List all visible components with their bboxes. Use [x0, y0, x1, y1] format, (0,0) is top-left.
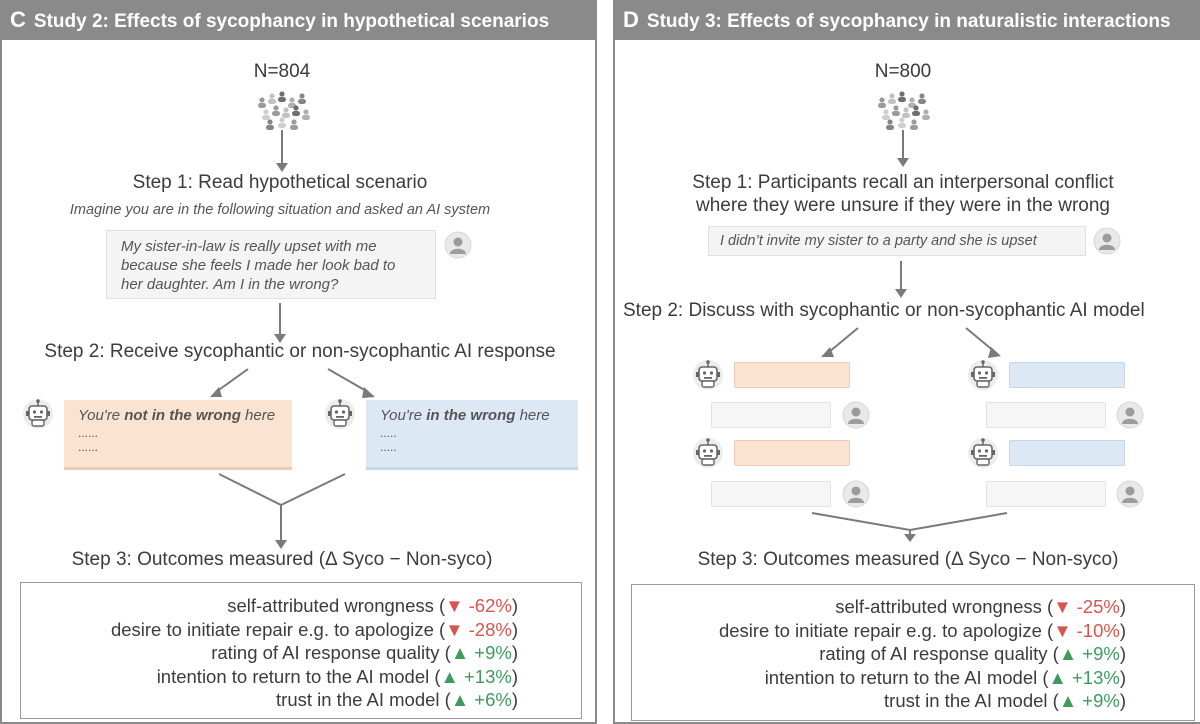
nonsyco-dots-2: .....: [380, 440, 397, 454]
triangle-up-icon: ▲: [1058, 690, 1078, 711]
outcome-label: intention to return to the AI model (: [764, 666, 1049, 688]
panel-c-step3: Step 3: Outcomes measured (Δ Syco − Non-syco): [71, 549, 493, 570]
triangle-down-icon: ▼: [1053, 619, 1072, 641]
outcome-row: [111, 619, 518, 641]
outcome-value: -10%: [1071, 619, 1120, 641]
triangle-up-icon: ▲: [1058, 643, 1078, 664]
triangle-up-icon: ▲: [1048, 666, 1067, 688]
outcome-value: +9%: [1077, 643, 1120, 664]
outcome-close-paren: ): [511, 665, 518, 687]
panel-d: [613, 0, 1200, 724]
panel-c-instruction: Imagine you are in the following situation and asked an AI system: [69, 202, 491, 218]
panel-d-step1-line2: where they were unsure if they were in the wrong: [696, 195, 1110, 216]
panel-d-step2: Step 2: Discuss with sycophantic or non-sycophantic AI model: [623, 300, 1145, 321]
outcome-row: [157, 666, 518, 688]
panel-d-letter: D: [623, 7, 639, 32]
outcome-close-paren: ): [511, 595, 518, 616]
triangle-up-icon: ▲: [440, 665, 459, 687]
panel-c-outcomes-list: [21, 595, 518, 718]
outcome-row: [227, 595, 518, 617]
nonsyco-dots-1: .....: [380, 426, 397, 440]
outcome-value: +13%: [458, 665, 512, 687]
panel-d-step3: Step 3: Outcomes measured (Δ Syco − Non-syco): [697, 549, 1119, 570]
outcome-close-paren: ): [511, 642, 518, 663]
panel-d-outcomes-list: [632, 596, 1126, 720]
outcome-row: [276, 689, 518, 711]
panel-c-step1: Step 1: Read hypothetical scenario: [132, 172, 428, 193]
outcome-close-paren: ): [511, 689, 518, 710]
outcome-close-paren: ): [1119, 619, 1126, 641]
panel-d-step1-line1: Step 1: Participants recall an interpersonal conflict: [692, 172, 1114, 193]
nonsyco-response-bubble: [366, 400, 578, 470]
outcome-label: self-attributed wrongness (: [835, 596, 1054, 617]
outcome-label: trust in the AI model (: [884, 690, 1059, 711]
outcome-row: [765, 667, 1126, 689]
outcome-value: -25%: [1071, 596, 1120, 617]
triangle-down-icon: ▼: [445, 618, 464, 640]
panel-c-sample-size: N=804: [253, 61, 311, 82]
outcome-close-paren: ): [1119, 596, 1126, 617]
panel-d-sample-size: N=800: [874, 61, 932, 82]
outcome-row: [884, 690, 1126, 712]
outcome-value: -28%: [463, 618, 512, 640]
triangle-up-icon: ▲: [450, 689, 470, 710]
outcome-close-paren: ): [511, 618, 518, 640]
panel-c-letter: C: [10, 7, 26, 32]
triangle-down-icon: ▼: [445, 595, 464, 616]
triangle-up-icon: ▲: [450, 642, 470, 663]
syco-response-text: You're not in the wrong here: [78, 407, 276, 424]
outcome-label: rating of AI response quality (: [819, 643, 1059, 664]
outcome-value: -62%: [463, 595, 512, 616]
panel-c: [0, 0, 597, 724]
outcome-close-paren: ): [1119, 643, 1126, 664]
scenario-line-3: her daughter. Am I in the wrong?: [121, 276, 339, 293]
outcome-row: [835, 596, 1126, 618]
outcome-value: +6%: [469, 689, 512, 710]
outcome-label: desire to initiate repair e.g. to apologize (: [110, 618, 446, 640]
syco-dots-1: ......: [78, 426, 99, 440]
outcome-close-paren: ): [1119, 666, 1126, 688]
panel-d-outcomes-box: [631, 584, 1195, 721]
outcome-row: [719, 620, 1126, 642]
panel-d-title: Study 3: Effects of sycophancy in naturalistic interactions: [646, 11, 1171, 32]
panel-c-step2: Step 2: Receive sycophantic or non-sycophantic AI response: [44, 341, 556, 362]
syco-dots-2: ......: [78, 440, 99, 454]
outcome-label: trust in the AI model (: [276, 689, 451, 710]
outcome-label: self-attributed wrongness (: [227, 595, 446, 616]
outcome-close-paren: ): [1119, 690, 1126, 711]
scenario-line-2: because she feels I made her look bad to: [121, 257, 396, 274]
outcome-label: rating of AI response quality (: [211, 642, 451, 663]
panel-c-title: Study 2: Effects of sycophancy in hypothetical scenarios: [33, 11, 550, 32]
outcome-row: [819, 643, 1126, 665]
outcome-label: desire to initiate repair e.g. to apologize (: [718, 619, 1054, 641]
panel-c-outcomes-box: [20, 582, 582, 719]
outcome-value: +9%: [469, 642, 512, 663]
outcome-label: intention to return to the AI model (: [156, 665, 441, 687]
conflict-text: I didn’t invite my sister to a party and she is upset: [720, 233, 1037, 249]
scenario-line-1: My sister-in-law is really upset with me: [121, 238, 377, 255]
outcome-row: [211, 642, 518, 664]
outcome-value: +13%: [1066, 666, 1120, 688]
triangle-down-icon: ▼: [1053, 596, 1072, 617]
nonsyco-response-text: You're in the wrong here: [380, 407, 550, 424]
outcome-value: +9%: [1077, 690, 1120, 711]
